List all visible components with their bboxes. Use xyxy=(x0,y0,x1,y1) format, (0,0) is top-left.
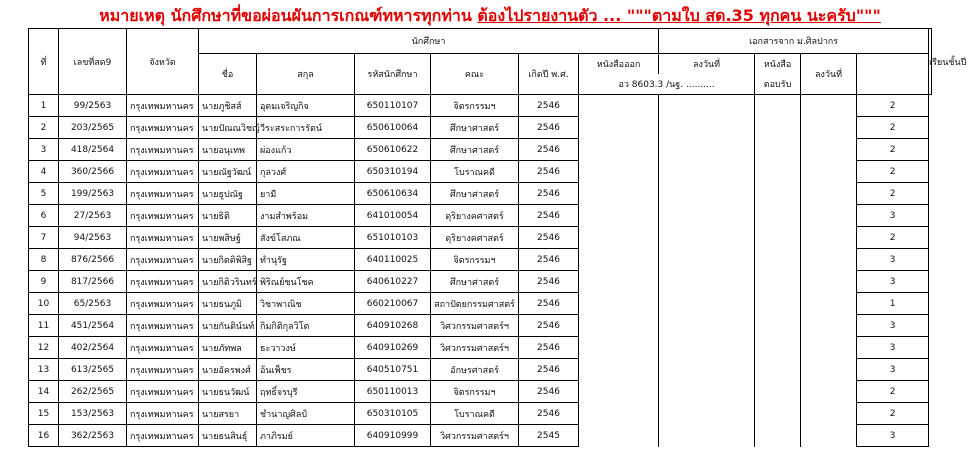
row-first-name: นายอัครพงศ์ xyxy=(199,359,257,381)
header-first-name: ชื่อ xyxy=(199,54,257,95)
row-last-name: ยามี xyxy=(257,183,355,205)
row-birth-year: 2546 xyxy=(519,183,579,205)
row-faculty: จิตรกรรมฯ xyxy=(431,95,519,117)
row-province: กรุงเทพมหานคร xyxy=(127,315,199,337)
row-birth-year: 2546 xyxy=(519,337,579,359)
row-sd9-id: 65/2563 xyxy=(59,293,127,315)
row-date2 xyxy=(801,227,857,249)
row-no: 15 xyxy=(29,403,59,425)
row-sd9-id: 876/2566 xyxy=(59,249,127,271)
row-out-letter xyxy=(579,183,659,205)
row-province: กรุงเทพมหานคร xyxy=(127,205,199,227)
row-sd9-id: 262/2565 xyxy=(59,381,127,403)
row-first-name: นายกิตติพิสิฐ xyxy=(199,249,257,271)
row-last-name: ฤทธิ์จรบุรี xyxy=(257,381,355,403)
header-reply-letter-2: ตอบรับ xyxy=(755,74,801,95)
header-birth-year: เกิดปี พ.ศ. xyxy=(519,54,579,95)
row-date1 xyxy=(659,227,755,249)
row-date1 xyxy=(659,139,755,161)
row-date1 xyxy=(659,315,755,337)
row-date2 xyxy=(801,403,857,425)
row-no: 9 xyxy=(29,271,59,293)
row-year: 3 xyxy=(857,359,929,381)
row-faculty: ศึกษาศาสตร์ xyxy=(431,117,519,139)
row-province: กรุงเทพมหานคร xyxy=(127,425,199,447)
row-first-name: นายกิติวรินทร์ xyxy=(199,271,257,293)
table-row xyxy=(29,271,932,293)
header-province: จังหวัด xyxy=(127,29,199,95)
table-row xyxy=(29,403,932,425)
row-sd9-id: 99/2563 xyxy=(59,95,127,117)
row-student-id: 640910269 xyxy=(355,337,431,359)
row-sd9-id: 418/2564 xyxy=(59,139,127,161)
row-province: กรุงเทพมหานคร xyxy=(127,359,199,381)
row-reply-letter xyxy=(755,205,801,227)
row-faculty: จิตรกรรมฯ xyxy=(431,381,519,403)
row-province: กรุงเทพมหานคร xyxy=(127,249,199,271)
row-faculty: โบราณคดี xyxy=(431,161,519,183)
row-date1 xyxy=(659,161,755,183)
row-year: 3 xyxy=(857,271,929,293)
row-date2 xyxy=(801,139,857,161)
row-year: 3 xyxy=(857,425,929,447)
row-last-name: อุดมเจริญกิจ xyxy=(257,95,355,117)
row-out-letter xyxy=(579,425,659,447)
row-first-name: นายธนสินธุ์ xyxy=(199,425,257,447)
row-faculty: สถาปัตยกรรมศาสตร์ xyxy=(431,293,519,315)
row-student-id: 650110013 xyxy=(355,381,431,403)
header-student-id: รหัสนักศึกษา xyxy=(355,54,431,95)
row-student-id: 650610064 xyxy=(355,117,431,139)
table-row xyxy=(29,183,932,205)
row-out-letter xyxy=(579,205,659,227)
table-row xyxy=(29,205,932,227)
header-id: เลขที่สด9 xyxy=(59,29,127,95)
row-student-id: 660210067 xyxy=(355,293,431,315)
row-province: กรุงเทพมหานคร xyxy=(127,381,199,403)
row-date2 xyxy=(801,117,857,139)
row-student-id: 650310194 xyxy=(355,161,431,183)
row-date2 xyxy=(801,271,857,293)
row-no: 14 xyxy=(29,381,59,403)
row-last-name: ผ่องแก้ว xyxy=(257,139,355,161)
row-faculty: ดุริยางคศาสตร์ xyxy=(431,205,519,227)
table-row xyxy=(29,381,932,403)
row-birth-year: 2546 xyxy=(519,227,579,249)
row-reply-letter xyxy=(755,117,801,139)
row-date1 xyxy=(659,271,755,293)
row-reply-letter xyxy=(755,381,801,403)
row-student-id: 640610227 xyxy=(355,271,431,293)
table-row xyxy=(29,293,932,315)
row-out-letter xyxy=(579,293,659,315)
table-row xyxy=(29,227,932,249)
row-birth-year: 2546 xyxy=(519,205,579,227)
row-province: กรุงเทพมหานคร xyxy=(127,227,199,249)
row-out-letter xyxy=(579,271,659,293)
row-date2 xyxy=(801,183,857,205)
row-sd9-id: 27/2563 xyxy=(59,205,127,227)
row-province: กรุงเทพมหานคร xyxy=(127,403,199,425)
header-last-name: สกุล xyxy=(257,54,355,95)
row-year: 2 xyxy=(857,117,929,139)
row-reply-letter xyxy=(755,271,801,293)
row-no: 8 xyxy=(29,249,59,271)
row-sd9-id: 362/2563 xyxy=(59,425,127,447)
row-date1 xyxy=(659,403,755,425)
notice-banner xyxy=(0,4,980,28)
row-province: กรุงเทพมหานคร xyxy=(127,337,199,359)
row-year: 2 xyxy=(857,161,929,183)
header-date2: ลงวันที่ xyxy=(801,54,857,95)
row-year: 2 xyxy=(857,227,929,249)
row-out-letter xyxy=(579,403,659,425)
row-faculty: ศึกษาศาสตร์ xyxy=(431,139,519,161)
row-sd9-id: 94/2563 xyxy=(59,227,127,249)
row-no: 12 xyxy=(29,337,59,359)
table-row xyxy=(29,315,932,337)
row-first-name: นายธนวัฒน์ xyxy=(199,381,257,403)
header-docs-group: เอกสารจาก ม.ศิลปากร xyxy=(659,29,929,54)
row-date1 xyxy=(659,95,755,117)
row-first-name: นายธิติ xyxy=(199,205,257,227)
row-student-id: 650610622 xyxy=(355,139,431,161)
row-reply-letter xyxy=(755,183,801,205)
row-reply-letter xyxy=(755,293,801,315)
row-sd9-id: 817/2566 xyxy=(59,271,127,293)
row-out-letter xyxy=(579,161,659,183)
row-birth-year: 2546 xyxy=(519,315,579,337)
row-first-name: นายธูปณัฐ xyxy=(199,183,257,205)
header-out-letter: หนังสือออก xyxy=(579,54,659,75)
row-birth-year: 2546 xyxy=(519,381,579,403)
row-student-id: 640910999 xyxy=(355,425,431,447)
row-birth-year: 2546 xyxy=(519,293,579,315)
row-sd9-id: 451/2564 xyxy=(59,315,127,337)
row-student-id: 641010054 xyxy=(355,205,431,227)
row-year: 2 xyxy=(857,403,929,425)
table-row xyxy=(29,139,932,161)
row-date1 xyxy=(659,205,755,227)
row-first-name: นายภูชิสส์ xyxy=(199,95,257,117)
row-date1 xyxy=(659,293,755,315)
row-date2 xyxy=(801,205,857,227)
row-out-letter xyxy=(579,315,659,337)
row-first-name: นายณัฐวัฒน์ xyxy=(199,161,257,183)
row-reply-letter xyxy=(755,95,801,117)
row-year: 1 xyxy=(857,293,929,315)
row-out-letter xyxy=(579,139,659,161)
row-last-name: ธะวาวงษ์ xyxy=(257,337,355,359)
row-birth-year: 2546 xyxy=(519,117,579,139)
table-body xyxy=(29,95,932,447)
row-student-id: 640910268 xyxy=(355,315,431,337)
row-date2 xyxy=(801,425,857,447)
row-first-name: นายอนุเทพ xyxy=(199,139,257,161)
table-row xyxy=(29,337,932,359)
row-sd9-id: 402/2564 xyxy=(59,337,127,359)
header-student-group: นักศึกษา xyxy=(199,29,659,54)
row-last-name: ชำนาญศิลป์ xyxy=(257,403,355,425)
row-date1 xyxy=(659,359,755,381)
row-reply-letter xyxy=(755,337,801,359)
row-birth-year: 2546 xyxy=(519,249,579,271)
row-faculty: ดุริยางคศาสตร์ xyxy=(431,227,519,249)
row-reply-letter xyxy=(755,403,801,425)
row-sd9-id: 360/2566 xyxy=(59,161,127,183)
row-date1 xyxy=(659,183,755,205)
row-reply-letter xyxy=(755,425,801,447)
row-sd9-id: 613/2565 xyxy=(59,359,127,381)
row-year: 3 xyxy=(857,205,929,227)
row-faculty: วิศวกรรมศาสตร์ฯ xyxy=(431,425,519,447)
row-reply-letter xyxy=(755,359,801,381)
row-out-letter xyxy=(579,117,659,139)
row-sd9-id: 153/2563 xyxy=(59,403,127,425)
row-out-letter xyxy=(579,95,659,117)
student-table xyxy=(28,28,967,447)
row-last-name: กิมกิติกุลวิโต xyxy=(257,315,355,337)
row-student-id: 650110107 xyxy=(355,95,431,117)
row-no: 11 xyxy=(29,315,59,337)
row-date2 xyxy=(801,337,857,359)
header-date1: ลงวันที่ xyxy=(659,54,755,75)
row-date1 xyxy=(659,117,755,139)
row-birth-year: 2546 xyxy=(519,139,579,161)
row-last-name: วิชาพาณิช xyxy=(257,293,355,315)
row-first-name: นายภัทพล xyxy=(199,337,257,359)
row-province: กรุงเทพมหานคร xyxy=(127,271,199,293)
row-no: 16 xyxy=(29,425,59,447)
row-year: 2 xyxy=(857,381,929,403)
row-birth-year: 2545 xyxy=(519,425,579,447)
row-faculty: วิศวกรรมศาสตร์ฯ xyxy=(431,315,519,337)
row-date2 xyxy=(801,95,857,117)
row-no: 1 xyxy=(29,95,59,117)
table-row xyxy=(29,117,932,139)
header-no: ที่ xyxy=(29,29,59,95)
row-province: กรุงเทพมหานคร xyxy=(127,183,199,205)
row-province: กรุงเทพมหานคร xyxy=(127,117,199,139)
table-header xyxy=(29,29,967,95)
table-row xyxy=(29,161,932,183)
row-year: 2 xyxy=(857,183,929,205)
header-ref-number: อว 8603.3 /นฐ. .......... xyxy=(579,74,755,95)
row-student-id: 650610634 xyxy=(355,183,431,205)
row-date1 xyxy=(659,381,755,403)
row-date2 xyxy=(801,249,857,271)
row-first-name: นายพสิษฐ์ xyxy=(199,227,257,249)
row-birth-year: 2546 xyxy=(519,271,579,293)
row-faculty: ศึกษาศาสตร์ xyxy=(431,183,519,205)
row-faculty: ศึกษาศาสตร์ xyxy=(431,271,519,293)
row-province: กรุงเทพมหานคร xyxy=(127,161,199,183)
row-last-name: สังข์โสภณ xyxy=(257,227,355,249)
row-date2 xyxy=(801,359,857,381)
row-year: 2 xyxy=(857,95,929,117)
row-reply-letter xyxy=(755,227,801,249)
row-first-name: นายสรยา xyxy=(199,403,257,425)
row-reply-letter xyxy=(755,249,801,271)
row-last-name: วีระสระการรัตน์ xyxy=(257,117,355,139)
row-date1 xyxy=(659,249,755,271)
table-row xyxy=(29,359,932,381)
header-year: เรียนชั้นปี xyxy=(929,29,932,95)
row-out-letter xyxy=(579,359,659,381)
row-no: 13 xyxy=(29,359,59,381)
row-date2 xyxy=(801,293,857,315)
row-last-name: ภาภิรมย์ xyxy=(257,425,355,447)
row-last-name: งามสำพร้อม xyxy=(257,205,355,227)
table-row xyxy=(29,95,932,117)
row-last-name: กุลวงศ์ xyxy=(257,161,355,183)
table-row xyxy=(29,425,932,447)
header-reply-letter: หนังสือ xyxy=(755,54,801,75)
row-no: 6 xyxy=(29,205,59,227)
row-no: 10 xyxy=(29,293,59,315)
row-student-id: 651010103 xyxy=(355,227,431,249)
row-reply-letter xyxy=(755,161,801,183)
row-sd9-id: 203/2565 xyxy=(59,117,127,139)
row-year: 3 xyxy=(857,249,929,271)
row-province: กรุงเทพมหานคร xyxy=(127,139,199,161)
row-year: 3 xyxy=(857,337,929,359)
row-no: 3 xyxy=(29,139,59,161)
notice-text: หมายเหตุ นักศึกษาที่ขอผ่อนผันการเกณฑ์ทหารทุกท่าน xyxy=(99,6,478,25)
row-reply-letter xyxy=(755,139,801,161)
row-student-id: 640110025 xyxy=(355,249,431,271)
row-out-letter xyxy=(579,381,659,403)
row-student-id: 650310105 xyxy=(355,403,431,425)
row-faculty: อักษรศาสตร์ xyxy=(431,359,519,381)
row-date1 xyxy=(659,337,755,359)
row-faculty: จิตรกรรมฯ xyxy=(431,249,519,271)
row-last-name: พิริณย์ชนโชค xyxy=(257,271,355,293)
row-birth-year: 2546 xyxy=(519,161,579,183)
row-out-letter xyxy=(579,249,659,271)
row-birth-year: 2546 xyxy=(519,95,579,117)
row-date2 xyxy=(801,381,857,403)
row-date2 xyxy=(801,161,857,183)
row-faculty: โบราณคดี xyxy=(431,403,519,425)
row-no: 4 xyxy=(29,161,59,183)
header-faculty: คณะ xyxy=(431,54,519,95)
row-year: 2 xyxy=(857,139,929,161)
row-first-name: นายปัณณวิชญ์ xyxy=(199,117,257,139)
row-date2 xyxy=(801,315,857,337)
row-birth-year: 2546 xyxy=(519,359,579,381)
row-year: 3 xyxy=(857,315,929,337)
row-no: 7 xyxy=(29,227,59,249)
row-last-name: ทำนุรัฐ xyxy=(257,249,355,271)
row-province: กรุงเทพมหานคร xyxy=(127,95,199,117)
row-sd9-id: 199/2563 xyxy=(59,183,127,205)
row-first-name: นายธนภูมิ xyxy=(199,293,257,315)
row-first-name: นายกันติน์นท์ xyxy=(199,315,257,337)
notice-emphasis: ต้องไปรายงานตัว ... """ตามใบ สด.35 ทุกคน นะครับ""" xyxy=(477,6,881,25)
row-student-id: 640510751 xyxy=(355,359,431,381)
row-last-name: อ้นเพ็ชร xyxy=(257,359,355,381)
row-no: 5 xyxy=(29,183,59,205)
row-faculty: วิศวกรรมศาสตร์ฯ xyxy=(431,337,519,359)
row-province: กรุงเทพมหานคร xyxy=(127,293,199,315)
table-row xyxy=(29,249,932,271)
row-out-letter xyxy=(579,337,659,359)
row-birth-year: 2546 xyxy=(519,403,579,425)
row-out-letter xyxy=(579,227,659,249)
row-reply-letter xyxy=(755,315,801,337)
row-no: 2 xyxy=(29,117,59,139)
row-date1 xyxy=(659,425,755,447)
